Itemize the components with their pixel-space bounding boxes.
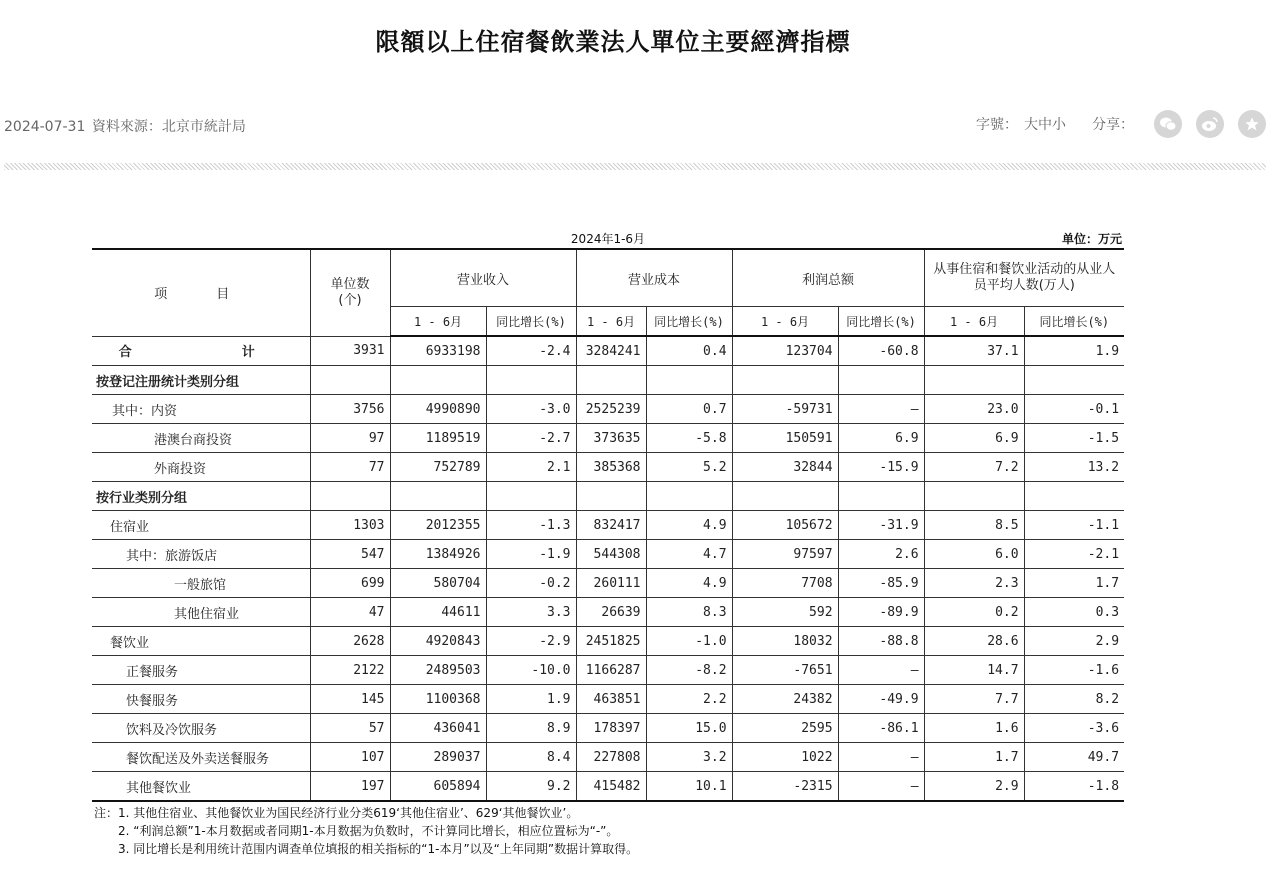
table-cell: 4.9 (646, 569, 732, 598)
table-cell: 15.0 (646, 714, 732, 743)
table-cell: 0.7 (646, 395, 732, 424)
table-cell: 8.3 (646, 598, 732, 627)
table-cell: 0.4 (646, 336, 732, 366)
table-cell: 97597 (732, 540, 838, 569)
table-cell: 436041 (390, 714, 486, 743)
header-units-count: 单位数 (个) (310, 249, 390, 336)
table-cell: -2.9 (486, 627, 576, 656)
table-caption (92, 228, 1124, 248)
table-cell (310, 482, 390, 511)
table-cell: 2012355 (390, 511, 486, 540)
row-label: 其中：旅游饭店 (92, 540, 310, 569)
table-cell: 832417 (576, 511, 646, 540)
table-cell: 6.9 (924, 424, 1024, 453)
table-cell: 3.3 (486, 598, 576, 627)
table-cell (838, 482, 924, 511)
table-cell: -2.7 (486, 424, 576, 453)
table-cell (576, 482, 646, 511)
table-cell (310, 366, 390, 395)
table-cell: 8.2 (1024, 685, 1124, 714)
table-cell (732, 366, 838, 395)
subheader-profit-growth: 同比增长(%) (838, 307, 924, 337)
indicator-table (92, 248, 1124, 802)
weibo-icon[interactable] (1196, 110, 1224, 138)
row-label: 一般旅馆 (92, 569, 310, 598)
table-cell: 3931 (310, 336, 390, 366)
table-cell: 178397 (576, 714, 646, 743)
table-cell: -60.8 (838, 336, 924, 366)
table-cell: 1189519 (390, 424, 486, 453)
table-cell: 1.9 (1024, 336, 1124, 366)
table-cell: 107 (310, 743, 390, 772)
table-cell: 3756 (310, 395, 390, 424)
table-cell: 7.2 (924, 453, 1024, 482)
table-cell: 14.7 (924, 656, 1024, 685)
table-cell: 7.7 (924, 685, 1024, 714)
table-cell: 18032 (732, 627, 838, 656)
table-row (92, 656, 1124, 685)
note-line: 3. 同比增长是利用统计范围内调查单位填报的相关指标的“1-本月”以及“上年同期”数据计算取得。 (118, 842, 639, 856)
note-line: 注：1. 其他住宿业、其他餐饮业为国民经济行业分类619‘其他住宿业’、629‘其他餐饮业’。 (94, 806, 579, 820)
table-row (92, 366, 1124, 395)
table-cell: 2.1 (486, 453, 576, 482)
table-cell: 44611 (390, 598, 486, 627)
table-row (92, 627, 1124, 656)
table-row (92, 424, 1124, 453)
table-cell: 373635 (576, 424, 646, 453)
table-cell: 463851 (576, 685, 646, 714)
indicator-table-section (92, 228, 1124, 802)
table-cell: -0.1 (1024, 395, 1124, 424)
subheader-cost-period: 1 - 6月 (576, 307, 646, 337)
header-divider (4, 163, 1266, 170)
row-label: 港澳台商投资 (92, 424, 310, 453)
table-row (92, 511, 1124, 540)
table-cell: 1.7 (924, 743, 1024, 772)
table-row (92, 336, 1124, 366)
subheader-employees-growth: 同比增长(%) (1024, 307, 1124, 337)
table-row (92, 395, 1124, 424)
table-cell: -2315 (732, 772, 838, 802)
table-cell: 26639 (576, 598, 646, 627)
table-cell: -2.4 (486, 336, 576, 366)
table-row (92, 569, 1124, 598)
font-size-options[interactable]: 大中小 (1024, 117, 1066, 133)
font-size-label: 字號： (976, 117, 1018, 133)
article-tools (976, 110, 1266, 138)
table-cell: 1303 (310, 511, 390, 540)
table-cell: 145 (310, 685, 390, 714)
table-cell: 2489503 (390, 656, 486, 685)
subheader-profit-period: 1 - 6月 (732, 307, 838, 337)
table-cell: -31.9 (838, 511, 924, 540)
table-cell: 3.2 (646, 743, 732, 772)
table-cell: -1.5 (1024, 424, 1124, 453)
table-cell: 580704 (390, 569, 486, 598)
table-cell: -3.6 (1024, 714, 1124, 743)
table-cell: 699 (310, 569, 390, 598)
table-row (92, 482, 1124, 511)
row-label: 住宿业 (92, 511, 310, 540)
row-label: 餐饮配送及外卖送餐服务 (92, 743, 310, 772)
table-cell: 4.7 (646, 540, 732, 569)
table-cell: 544308 (576, 540, 646, 569)
table-cell (576, 366, 646, 395)
table-row (92, 685, 1124, 714)
wechat-icon[interactable] (1154, 110, 1182, 138)
table-cell: 415482 (576, 772, 646, 802)
table-cell: 24382 (732, 685, 838, 714)
table-cell: 57 (310, 714, 390, 743)
table-cell: 47 (310, 598, 390, 627)
table-cell: 2525239 (576, 395, 646, 424)
table-cell (646, 482, 732, 511)
table-cell: -1.1 (1024, 511, 1124, 540)
header-profit: 利润总额 (732, 249, 924, 307)
table-cell: -0.2 (486, 569, 576, 598)
table-cell: 6.9 (838, 424, 924, 453)
header-revenue: 营业收入 (390, 249, 576, 307)
table-cell: 77 (310, 453, 390, 482)
table-cell (486, 366, 576, 395)
table-cell (1024, 482, 1124, 511)
table-cell: 23.0 (924, 395, 1024, 424)
table-cell: 7708 (732, 569, 838, 598)
share-label: 分享： (1092, 117, 1134, 133)
table-row (92, 540, 1124, 569)
table-cell: -1.6 (1024, 656, 1124, 685)
table-cell: 9.2 (486, 772, 576, 802)
table-row (92, 453, 1124, 482)
table-cell (838, 366, 924, 395)
table-cell: 289037 (390, 743, 486, 772)
table-cell: 6.0 (924, 540, 1024, 569)
table-cell: 0.3 (1024, 598, 1124, 627)
table-cell: -59731 (732, 395, 838, 424)
subheader-cost-growth: 同比增长(%) (646, 307, 732, 337)
row-label: 合 计 (92, 336, 310, 366)
subheader-revenue-period: 1 - 6月 (390, 307, 486, 337)
table-cell (486, 482, 576, 511)
table-cell: 2.6 (838, 540, 924, 569)
table-period: 2024年1-6月 (570, 232, 646, 246)
table-cell: — (838, 743, 924, 772)
table-row (92, 714, 1124, 743)
table-cell: -5.8 (646, 424, 732, 453)
table-cell: 2.9 (1024, 627, 1124, 656)
table-cell: 1.9 (486, 685, 576, 714)
row-label: 正餐服务 (92, 656, 310, 685)
table-cell: 605894 (390, 772, 486, 802)
star-icon[interactable] (1238, 110, 1266, 138)
table-row (92, 743, 1124, 772)
table-cell: 2.2 (646, 685, 732, 714)
table-unit: 单位：万元 (1061, 232, 1122, 246)
row-label: 其他住宿业 (92, 598, 310, 627)
header-item: 项 目 (92, 249, 310, 336)
table-cell: 4.9 (646, 511, 732, 540)
table-cell: — (838, 656, 924, 685)
header-employees: 从事住宿和餐饮业活动的从业人员平均人数(万人) (924, 249, 1124, 307)
table-cell: 32844 (732, 453, 838, 482)
table-cell: 37.1 (924, 336, 1024, 366)
page-title: 限額以上住宿餐飲業法人單位主要經濟指標 (375, 28, 851, 56)
table-cell: 2.3 (924, 569, 1024, 598)
table-cell: 227808 (576, 743, 646, 772)
row-label: 其他餐饮业 (92, 772, 310, 802)
table-cell: 8.4 (486, 743, 576, 772)
table-cell: 1.6 (924, 714, 1024, 743)
header-cost: 营业成本 (576, 249, 732, 307)
table-cell: -1.8 (1024, 772, 1124, 802)
data-source: 資料來源：北京市統計局 (91, 119, 246, 135)
table-cell (390, 482, 486, 511)
table-cell: 2.9 (924, 772, 1024, 802)
table-cell: 97 (310, 424, 390, 453)
table-cell: -49.9 (838, 685, 924, 714)
table-cell: 1166287 (576, 656, 646, 685)
row-label: 饮料及冷饮服务 (92, 714, 310, 743)
table-row (92, 598, 1124, 627)
table-cell: 13.2 (1024, 453, 1124, 482)
table-cell (732, 482, 838, 511)
table-cell: -10.0 (486, 656, 576, 685)
table-cell: 1022 (732, 743, 838, 772)
table-cell: 8.5 (924, 511, 1024, 540)
table-cell: 0.2 (924, 598, 1024, 627)
note-line: 2. “利润总额”1-本月数据或者同期1-本月数据为负数时，不计算同比增长，相应位置标为“-”。 (118, 824, 619, 838)
row-label: 外商投资 (92, 453, 310, 482)
row-label: 餐饮业 (92, 627, 310, 656)
table-cell: -2.1 (1024, 540, 1124, 569)
table-cell: 1.7 (1024, 569, 1124, 598)
table-cell: 1384926 (390, 540, 486, 569)
table-cell: 592 (732, 598, 838, 627)
table-cell: 6933198 (390, 336, 486, 366)
table-cell (924, 366, 1024, 395)
article-meta (4, 116, 248, 136)
table-cell (646, 366, 732, 395)
table-cell: 752789 (390, 453, 486, 482)
table-row (92, 772, 1124, 802)
table-cell: 3284241 (576, 336, 646, 366)
table-cell: 2122 (310, 656, 390, 685)
table-cell: 385368 (576, 453, 646, 482)
table-cell: 8.9 (486, 714, 576, 743)
table-cell: -15.9 (838, 453, 924, 482)
row-label: 快餐服务 (92, 685, 310, 714)
table-cell: -7651 (732, 656, 838, 685)
row-label: 按行业类别分组 (92, 482, 310, 511)
table-cell: 1100368 (390, 685, 486, 714)
subheader-employees-period: 1 - 6月 (924, 307, 1024, 337)
subheader-revenue-growth: 同比增长(%) (486, 307, 576, 337)
table-cell: 2451825 (576, 627, 646, 656)
table-cell: -8.2 (646, 656, 732, 685)
table-cell: -88.8 (838, 627, 924, 656)
table-cell: 49.7 (1024, 743, 1124, 772)
table-cell: -89.9 (838, 598, 924, 627)
table-cell: 2628 (310, 627, 390, 656)
table-cell: 547 (310, 540, 390, 569)
table-cell: -3.0 (486, 395, 576, 424)
table-cell: 28.6 (924, 627, 1024, 656)
table-cell: 10.1 (646, 772, 732, 802)
table-cell: 4920843 (390, 627, 486, 656)
table-cell (390, 366, 486, 395)
table-cell: -1.9 (486, 540, 576, 569)
table-cell: 123704 (732, 336, 838, 366)
table-cell: 5.2 (646, 453, 732, 482)
table-cell: -1.0 (646, 627, 732, 656)
table-notes (94, 804, 638, 858)
table-cell: -85.9 (838, 569, 924, 598)
table-cell (924, 482, 1024, 511)
table-cell: -1.3 (486, 511, 576, 540)
table-cell: -86.1 (838, 714, 924, 743)
publish-date: 2024-07-31 (4, 119, 86, 135)
table-cell: — (838, 395, 924, 424)
table-cell: 260111 (576, 569, 646, 598)
table-cell: 197 (310, 772, 390, 802)
row-label: 按登记注册统计类别分组 (92, 366, 310, 395)
table-cell: 2595 (732, 714, 838, 743)
table-cell (1024, 366, 1124, 395)
row-label: 其中：内资 (92, 395, 310, 424)
table-cell: 4990890 (390, 395, 486, 424)
table-cell: — (838, 772, 924, 802)
table-cell: 105672 (732, 511, 838, 540)
table-cell: 150591 (732, 424, 838, 453)
